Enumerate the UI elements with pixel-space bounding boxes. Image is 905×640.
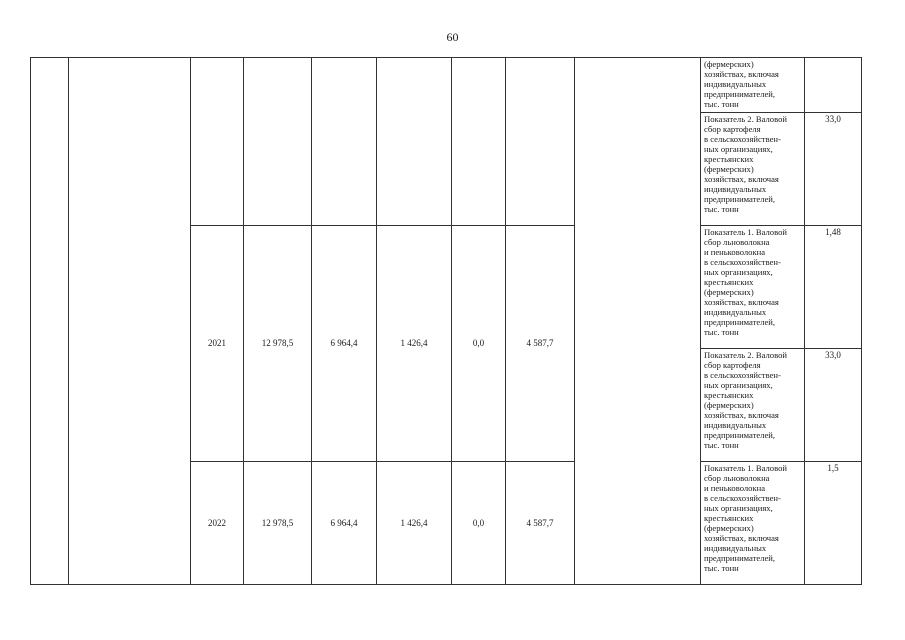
cell-local: 0,0 (452, 462, 506, 585)
cell-year (191, 58, 244, 226)
budget-table (30, 57, 862, 585)
cell-result (575, 58, 701, 585)
cell-federal (312, 58, 377, 226)
table-row (31, 58, 862, 113)
cell-local (452, 58, 506, 226)
indicator-description: Показатель 2. Валовой сбор картофеля в сельскохозяйствен- ных организациях, крестьянских (фермерских) хозяйствах, включая индивидуальных предпринимателей, тыс. тонн (701, 113, 805, 226)
cell-total: 12 978,5 (244, 226, 312, 462)
cell-total: 12 978,5 (244, 462, 312, 585)
indicator-value: 1,48 (805, 226, 862, 349)
indicator-value (805, 58, 862, 113)
cell-year: 2021 (191, 226, 244, 462)
indicator-value: 33,0 (805, 113, 862, 226)
cell-local: 0,0 (452, 226, 506, 462)
cell-federal: 6 964,4 (312, 462, 377, 585)
cell-federal: 6 964,4 (312, 226, 377, 462)
cell-year: 2022 (191, 462, 244, 585)
cell-regional (377, 58, 452, 226)
cell-other: 4 587,7 (506, 462, 575, 585)
indicator-value: 1,5 (805, 462, 862, 585)
indicator-description: Показатель 1. Валовой сбор льноволокна и пеньковолокна в сельскохозяйствен- ных организациях, крестьянских (фермерских) хозяйствах, включая индивидуальных предпринимателей, тыс. тонн (701, 462, 805, 585)
cell-number (31, 58, 69, 585)
page-number: 60 (446, 30, 459, 44)
indicator-description: (фермерских) хозяйствах, включая индивидуальных предпринимателей, тыс. тонн (701, 58, 805, 113)
cell-regional: 1 426,4 (377, 462, 452, 585)
cell-other (506, 58, 575, 226)
indicator-description: Показатель 2. Валовой сбор картофеля в сельскохозяйствен- ных организациях, крестьянских (фермерских) хозяйствах, включая индивидуальных предпринимателей, тыс. тонн (701, 349, 805, 462)
cell-other: 4 587,7 (506, 226, 575, 462)
cell-total (244, 58, 312, 226)
cell-program-name (69, 58, 191, 585)
cell-regional: 1 426,4 (377, 226, 452, 462)
indicator-value: 33,0 (805, 349, 862, 462)
indicator-description: Показатель 1. Валовой сбор льноволокна и пеньковолокна в сельскохозяйствен- ных организациях, крестьянских (фермерских) хозяйствах, включая индивидуальных предпринимателей, тыс. тонн (701, 226, 805, 349)
